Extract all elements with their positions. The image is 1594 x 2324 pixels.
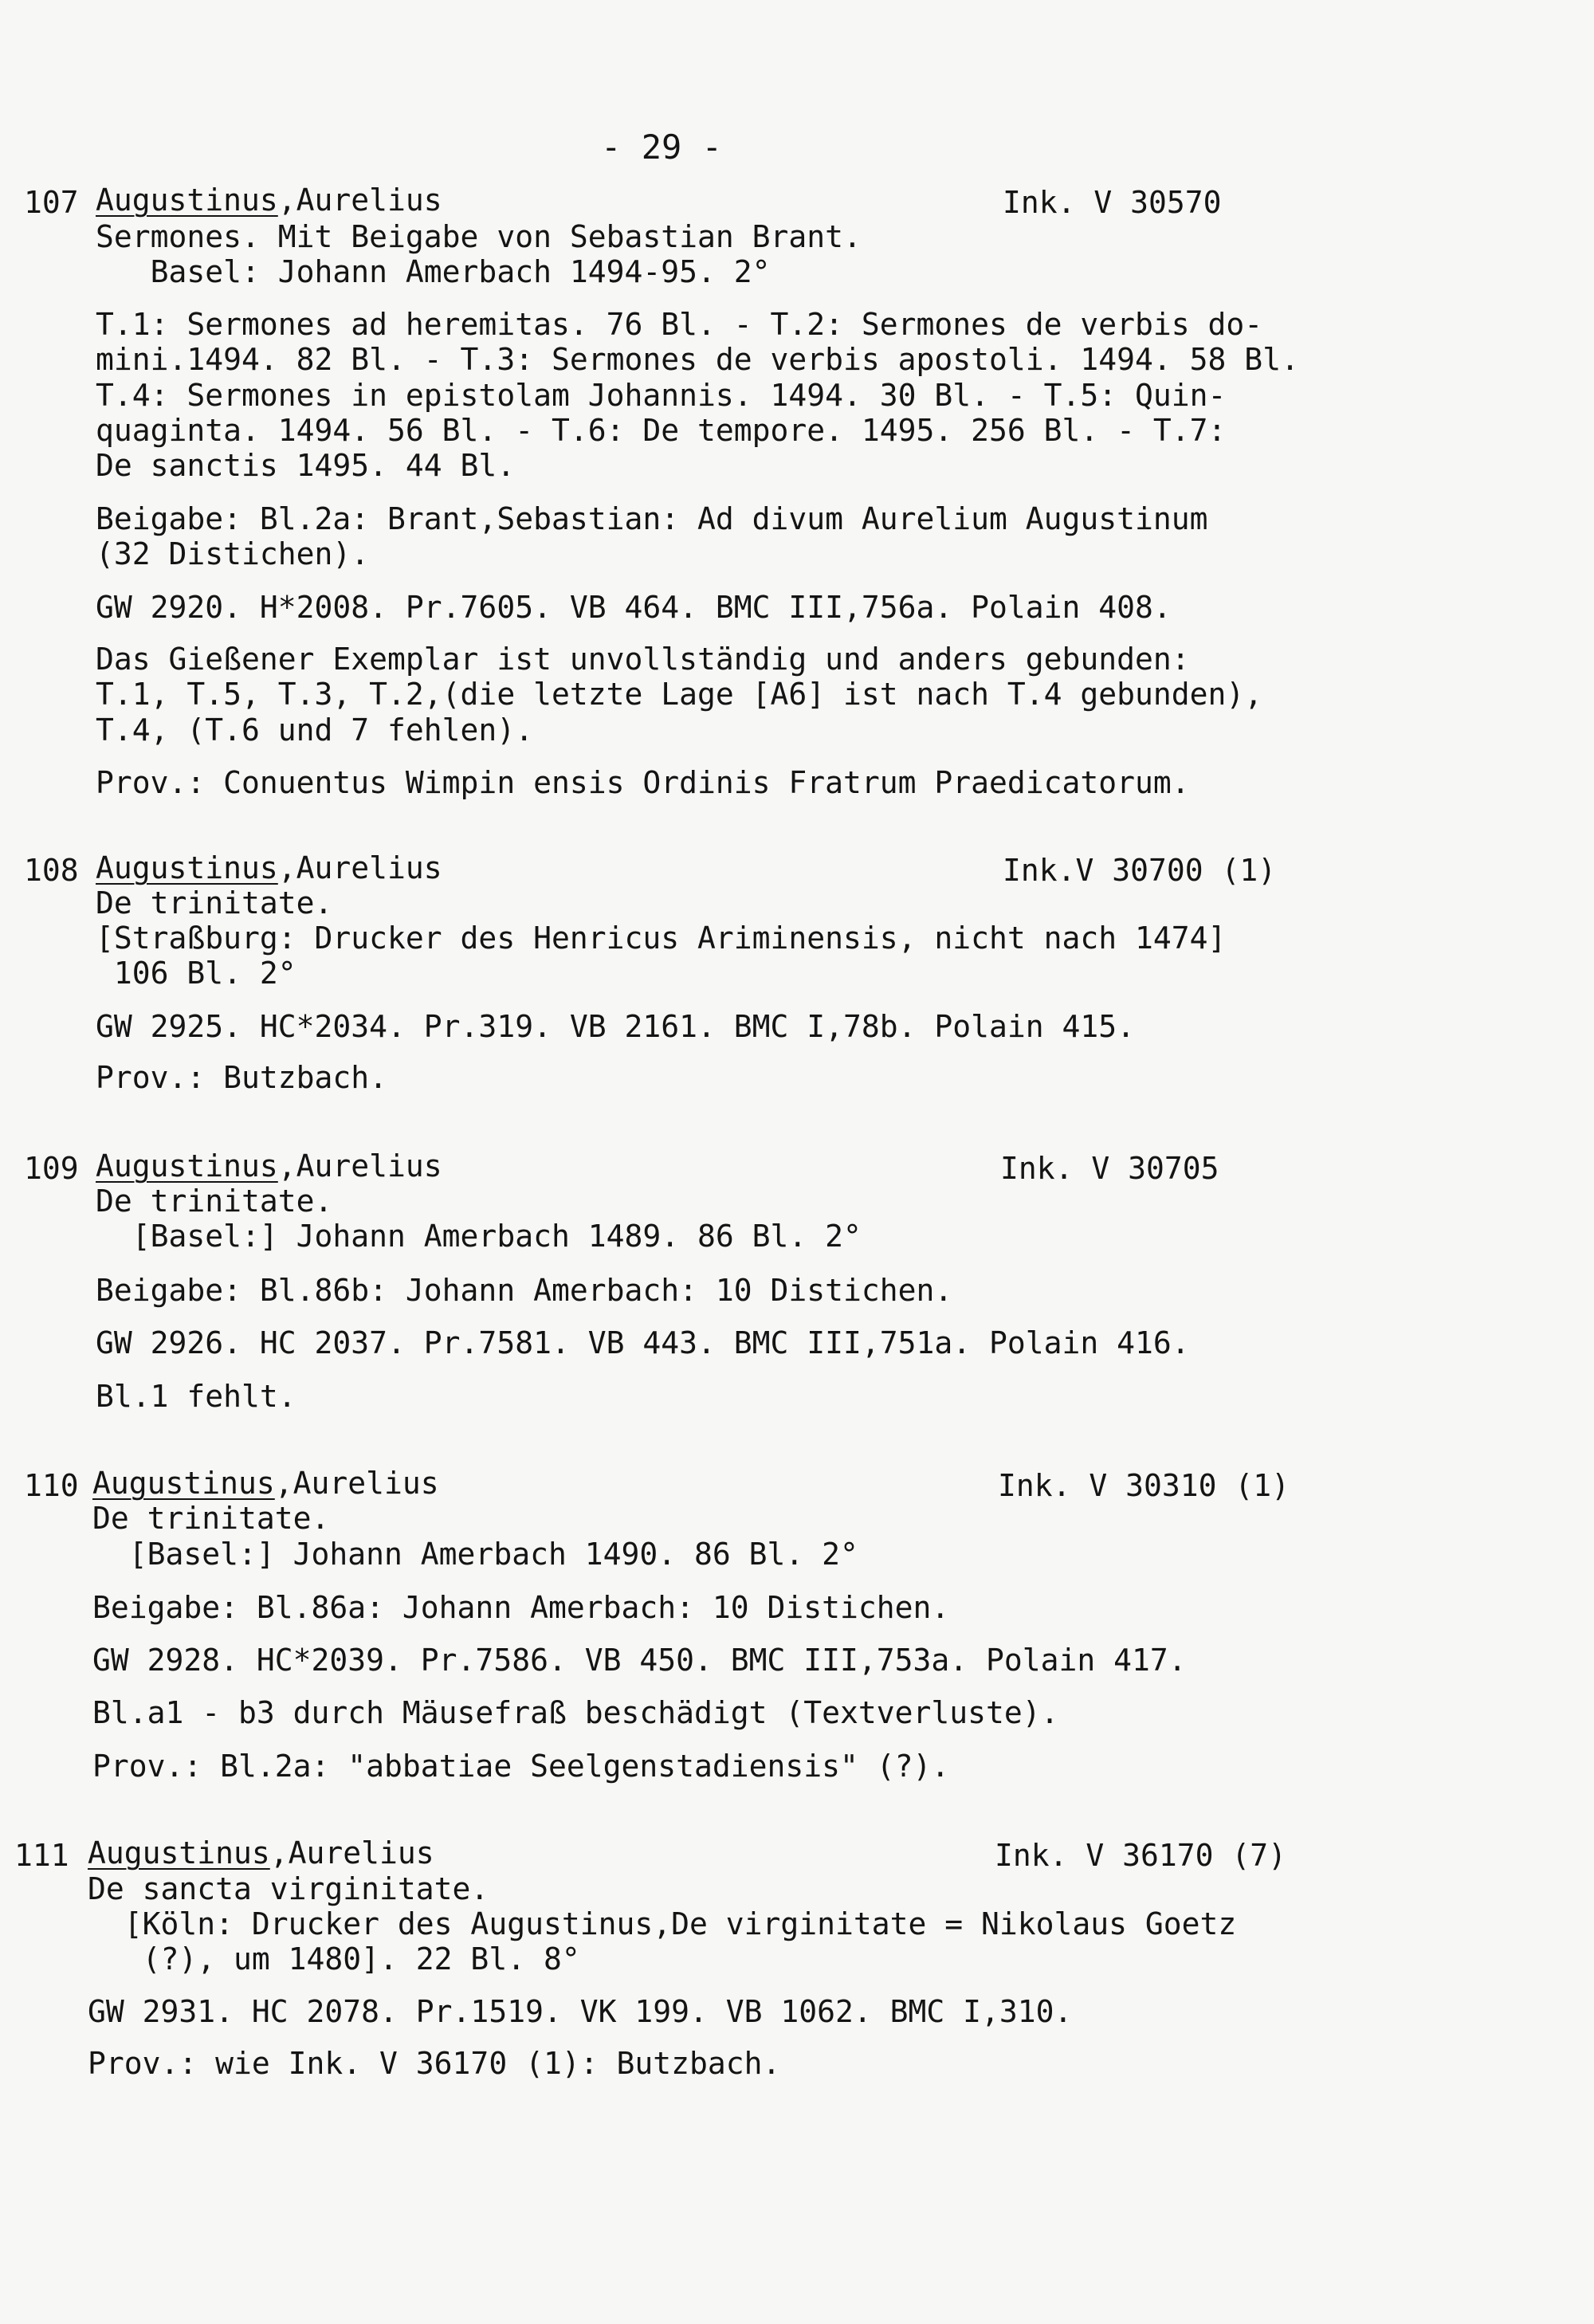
entry-line: De sanctis 1495. 44 Bl. bbox=[96, 448, 516, 483]
entry-number: 111 bbox=[14, 1838, 69, 1873]
entry-line: GW 2925. HC*2034. Pr.319. VB 2161. BMC I,78b. Polain 415. bbox=[96, 1009, 1136, 1044]
entry-line: quaginta. 1494. 56 Bl. - T.6: De tempore. 1495. 256 Bl. - T.7: bbox=[96, 413, 1227, 448]
author-forename: ,Aurelius bbox=[277, 183, 442, 218]
entry-line: Prov.: Conuentus Wimpin ensis Ordinis Fratrum Praedicatorum. bbox=[96, 765, 1190, 800]
entry-line: 106 Bl. 2° bbox=[96, 956, 296, 991]
entry-author bbox=[96, 183, 442, 218]
entry-line: [Straßburg: Drucker des Henricus Ariminensis, nicht nach 1474] bbox=[96, 921, 1227, 956]
entry-line: GW 2931. HC 2078. Pr.1519. VK 199. VB 1062. BMC I,310. bbox=[88, 1994, 1073, 2029]
entry-line: De sancta virginitate. bbox=[88, 1871, 489, 1906]
entry-line: (32 Distichen). bbox=[96, 536, 370, 571]
entry-author bbox=[88, 1835, 434, 1871]
entry-line: Bl.a1 - b3 durch Mäusefraß beschädigt (Textverluste). bbox=[92, 1695, 1059, 1730]
entry-number: 107 bbox=[24, 185, 79, 220]
entry-author bbox=[96, 1148, 442, 1184]
entry-line: Prov.: Butzbach. bbox=[96, 1060, 388, 1095]
entry-line: De trinitate. bbox=[92, 1501, 330, 1536]
entry-line: GW 2926. HC 2037. Pr.7581. VB 443. BMC III,751a. Polain 416. bbox=[96, 1325, 1190, 1360]
author-surname: Augustinus bbox=[96, 850, 278, 885]
entry-line: GW 2920. H*2008. Pr.7605. VB 464. BMC III,756a. Polain 408. bbox=[96, 590, 1172, 625]
author-forename: ,Aurelius bbox=[277, 850, 442, 885]
author-forename: ,Aurelius bbox=[269, 1835, 434, 1871]
entry-line: De trinitate. bbox=[96, 885, 333, 921]
author-surname: Augustinus bbox=[96, 183, 278, 218]
entry-line: T.4: Sermones in epistolam Johannis. 1494. 30 Bl. - T.5: Quin- bbox=[96, 378, 1227, 413]
entry-line: [Köln: Drucker des Augustinus,De virginitate = Nikolaus Goetz bbox=[88, 1906, 1237, 1941]
entry-line: T.1, T.5, T.3, T.2,(die letzte Lage [A6] ist nach T.4 gebunden), bbox=[96, 677, 1263, 712]
entry-line: (?), um 1480]. 22 Bl. 8° bbox=[88, 1941, 580, 1977]
shelfmark: Ink. V 30570 bbox=[1003, 185, 1222, 220]
entry-line: De trinitate. bbox=[96, 1184, 333, 1219]
entry-line: [Basel:] Johann Amerbach 1490. 86 Bl. 2° bbox=[92, 1537, 858, 1572]
entry-line: mini.1494. 82 Bl. - T.3: Sermones de verbis apostoli. 1494. 58 Bl. bbox=[96, 342, 1299, 377]
author-forename: ,Aurelius bbox=[277, 1148, 442, 1184]
shelfmark: Ink. V 36170 (7) bbox=[995, 1838, 1287, 1873]
author-forename: ,Aurelius bbox=[274, 1466, 439, 1501]
entry-line: Prov.: Bl.2a: "abbatiae Seelgenstadiensis" (?). bbox=[92, 1749, 950, 1784]
entry-line: Beigabe: Bl.86b: Johann Amerbach: 10 Distichen. bbox=[96, 1273, 953, 1308]
entry-line: Bl.1 fehlt. bbox=[96, 1379, 296, 1414]
author-surname: Augustinus bbox=[88, 1835, 270, 1871]
entry-line: Das Gießener Exemplar ist unvollständig und anders gebunden: bbox=[96, 642, 1190, 677]
entry-author bbox=[92, 1466, 439, 1501]
page-number: - 29 - bbox=[601, 128, 722, 167]
entry-line: T.4, (T.6 und 7 fehlen). bbox=[96, 713, 534, 748]
entry-line: T.1: Sermones ad heremitas. 76 Bl. - T.2: Sermones de verbis do- bbox=[96, 307, 1263, 342]
entry-line: Prov.: wie Ink. V 36170 (1): Butzbach. bbox=[88, 2046, 781, 2081]
author-surname: Augustinus bbox=[92, 1466, 275, 1501]
entry-line: Beigabe: Bl.2a: Brant,Sebastian: Ad divum Aurelium Augustinum bbox=[96, 501, 1208, 536]
entry-line: Sermones. Mit Beigabe von Sebastian Brant. bbox=[96, 219, 862, 254]
shelfmark: Ink. V 30705 bbox=[1000, 1151, 1219, 1186]
author-surname: Augustinus bbox=[96, 1148, 278, 1184]
entry-number: 109 bbox=[24, 1151, 79, 1186]
shelfmark: Ink. V 30310 (1) bbox=[998, 1468, 1290, 1503]
entry-line: GW 2928. HC*2039. Pr.7586. VB 450. BMC III,753a. Polain 417. bbox=[92, 1643, 1187, 1678]
shelfmark: Ink.V 30700 (1) bbox=[1003, 853, 1277, 888]
entry-line: Basel: Johann Amerbach 1494-95. 2° bbox=[96, 254, 771, 289]
entry-number: 110 bbox=[24, 1468, 79, 1503]
entry-author bbox=[96, 850, 442, 885]
entry-number: 108 bbox=[24, 853, 79, 888]
entry-line: Beigabe: Bl.86a: Johann Amerbach: 10 Distichen. bbox=[92, 1590, 950, 1625]
entry-line: [Basel:] Johann Amerbach 1489. 86 Bl. 2° bbox=[96, 1219, 862, 1254]
